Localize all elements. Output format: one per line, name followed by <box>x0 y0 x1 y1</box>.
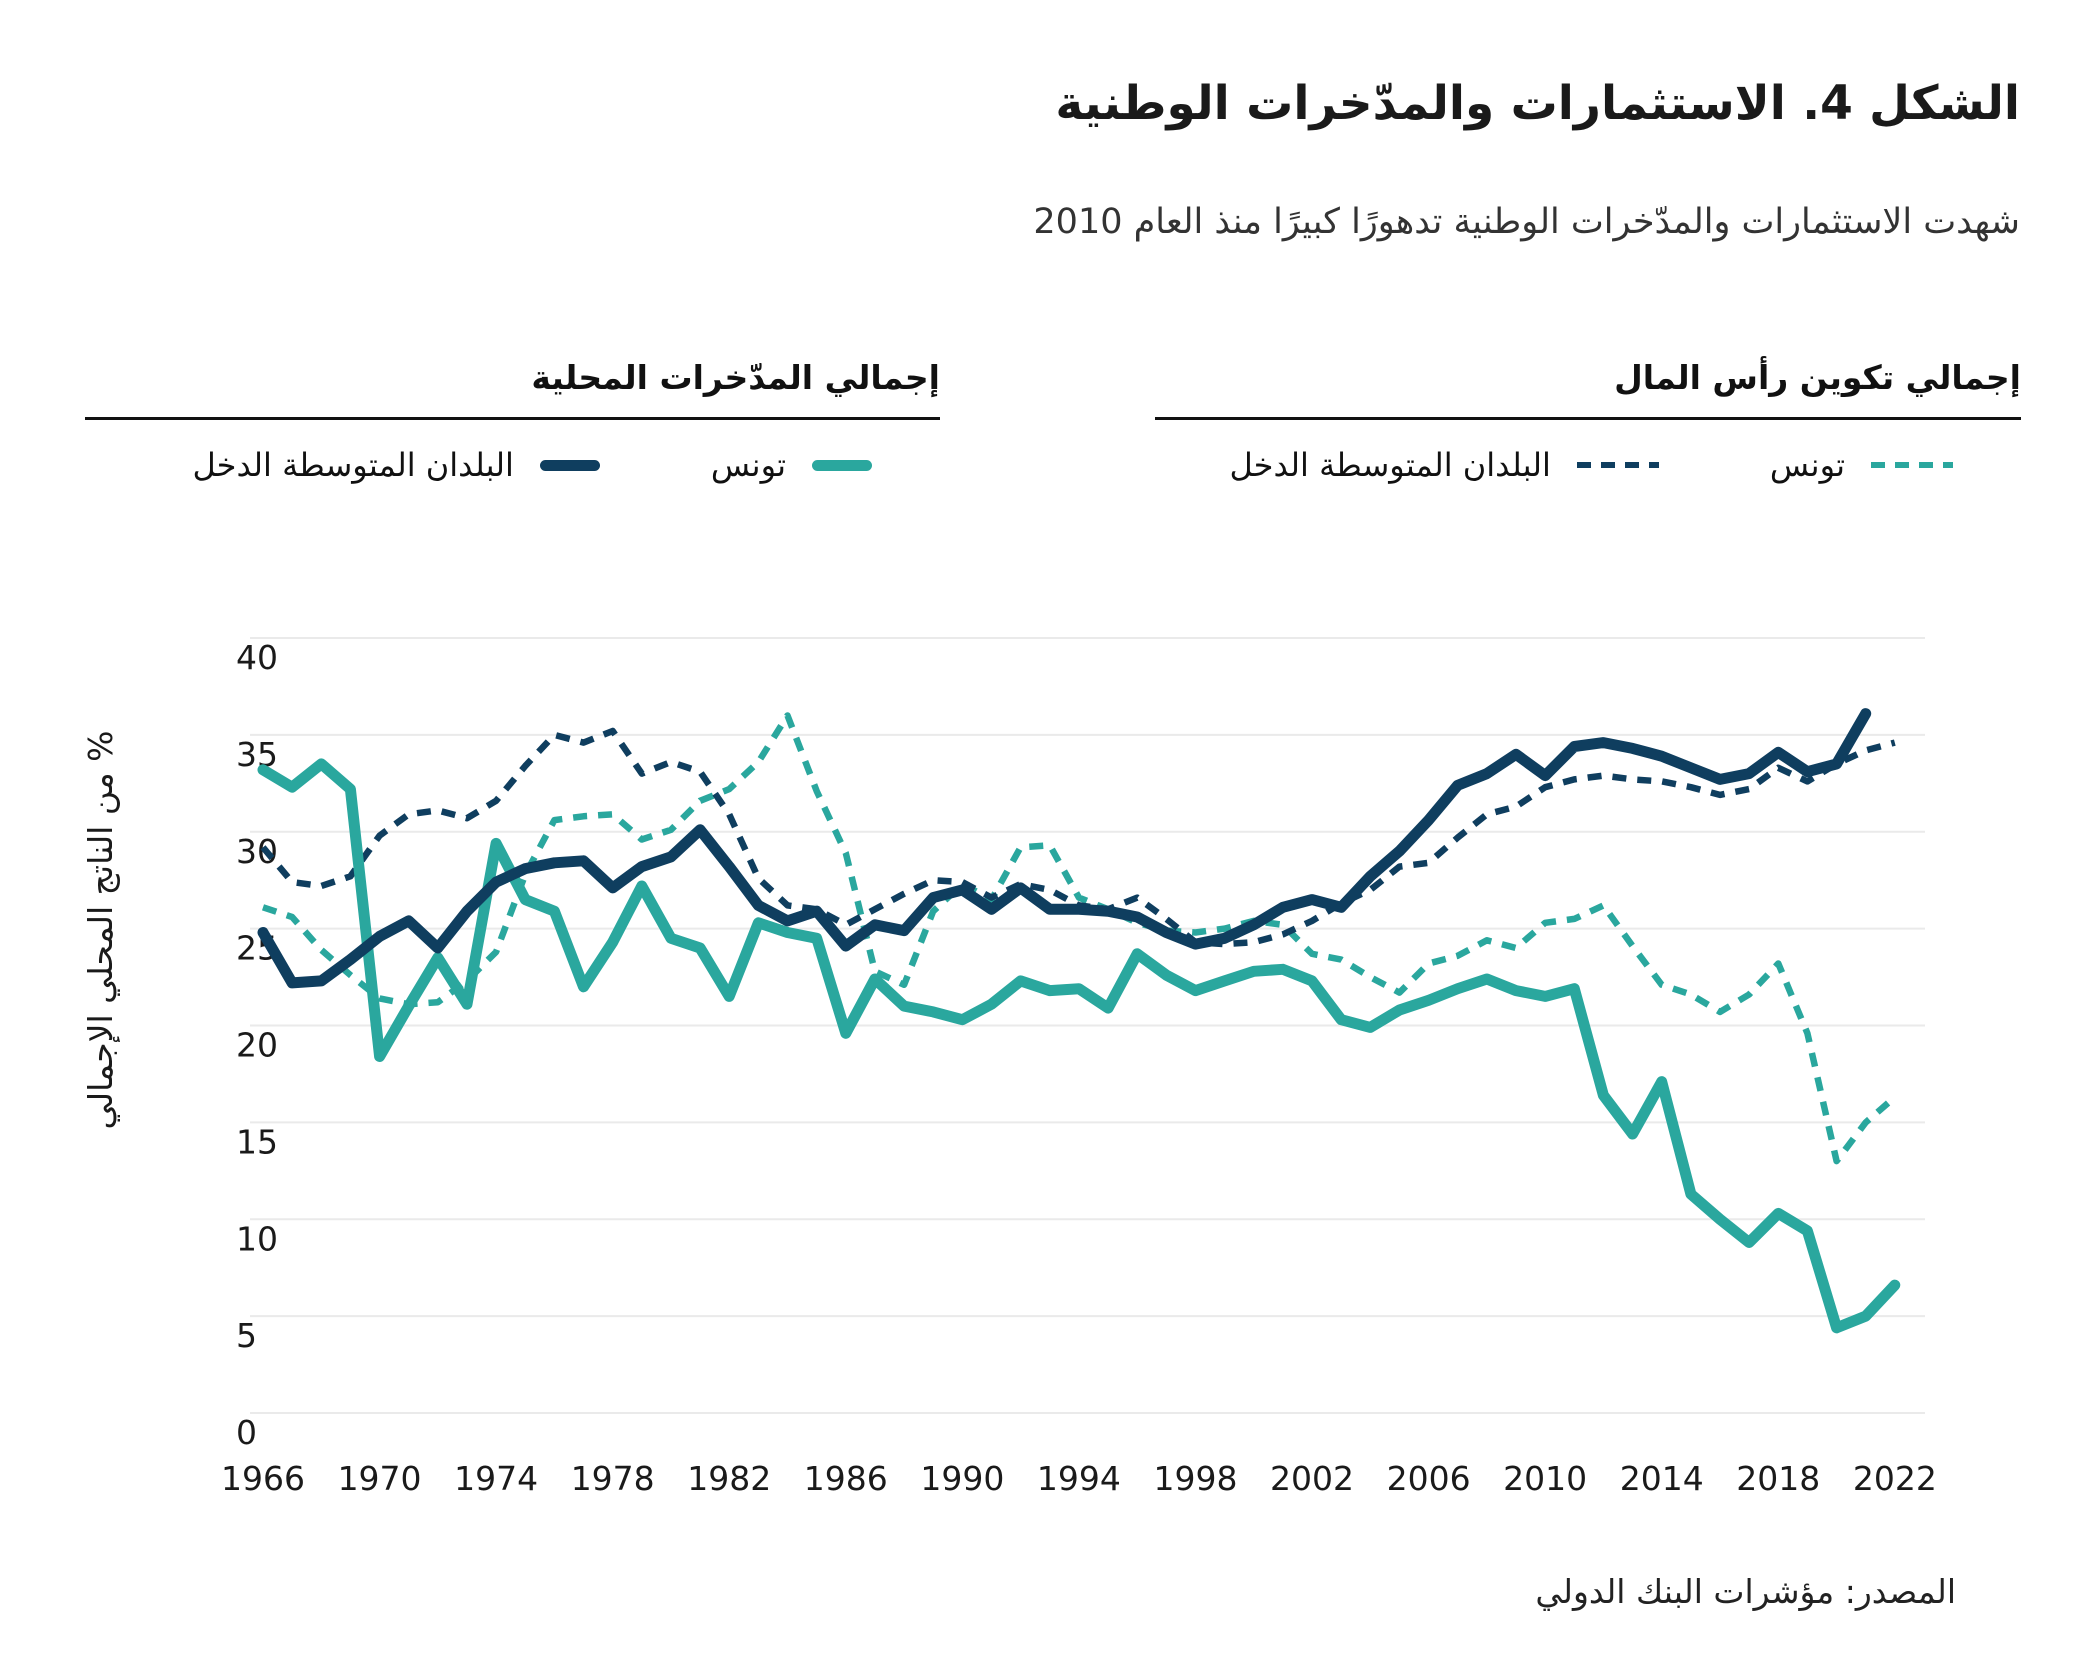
legend-header-domestic-savings: إجمالي المدّخرات المحلية <box>85 358 940 420</box>
y-tick-30: 30 <box>236 831 278 871</box>
y-tick-10: 10 <box>236 1219 278 1259</box>
x-tick-1986: 1986 <box>803 1459 888 1498</box>
x-tick-1978: 1978 <box>570 1459 655 1498</box>
x-tick-1994: 1994 <box>1036 1459 1121 1498</box>
x-tick-2014: 2014 <box>1619 1459 1704 1498</box>
y-tick-40: 40 <box>236 638 278 677</box>
x-tick-2002: 2002 <box>1270 1459 1355 1498</box>
x-tick-2006: 2006 <box>1386 1459 1471 1498</box>
y-axis-title: % من الناتج المحلي الإجمالي <box>81 730 120 1130</box>
x-tick-1998: 1998 <box>1153 1459 1238 1498</box>
x-tick-1990: 1990 <box>920 1459 1005 1498</box>
x-tick-1982: 1982 <box>687 1459 772 1498</box>
x-tick-1970: 1970 <box>337 1459 422 1498</box>
y-tick-5: 5 <box>236 1316 257 1356</box>
figure-subtitle: شهدت الاستثمارات والمدّخرات الوطنية تدهورًا كبيرًا منذ العام 2010 <box>1033 202 2020 242</box>
source-note: المصدر: مؤشرات البنك الدولي <box>1535 1572 1956 1611</box>
series-line-2-solid-teal <box>263 764 1895 1328</box>
x-tick-2018: 2018 <box>1736 1459 1821 1498</box>
y-tick-0: 0 <box>236 1413 257 1452</box>
legend-label-middle-income: البلدان المتوسطة الدخل <box>1229 446 1551 484</box>
legend-header-capital-formation: إجمالي تكوين رأس المال <box>1155 358 2021 420</box>
y-tick-20: 20 <box>236 1025 278 1065</box>
figure-title: الشكل 4. الاستثمارات والمدّخرات الوطنية <box>1055 76 2020 131</box>
legend-label-middle-income: البلدان المتوسطة الدخل <box>192 446 514 484</box>
y-tick-15: 15 <box>236 1122 278 1162</box>
y-tick-35: 35 <box>236 734 278 774</box>
x-tick-1966: 1966 <box>221 1459 305 1498</box>
x-tick-2010: 2010 <box>1503 1459 1588 1498</box>
x-tick-2022: 2022 <box>1852 1459 1937 1498</box>
legend-label-tunisia: تونس <box>710 446 786 484</box>
x-tick-1974: 1974 <box>454 1459 539 1498</box>
legend-label-tunisia: تونس <box>1769 446 1845 484</box>
y-tick-25: 25 <box>236 928 278 968</box>
